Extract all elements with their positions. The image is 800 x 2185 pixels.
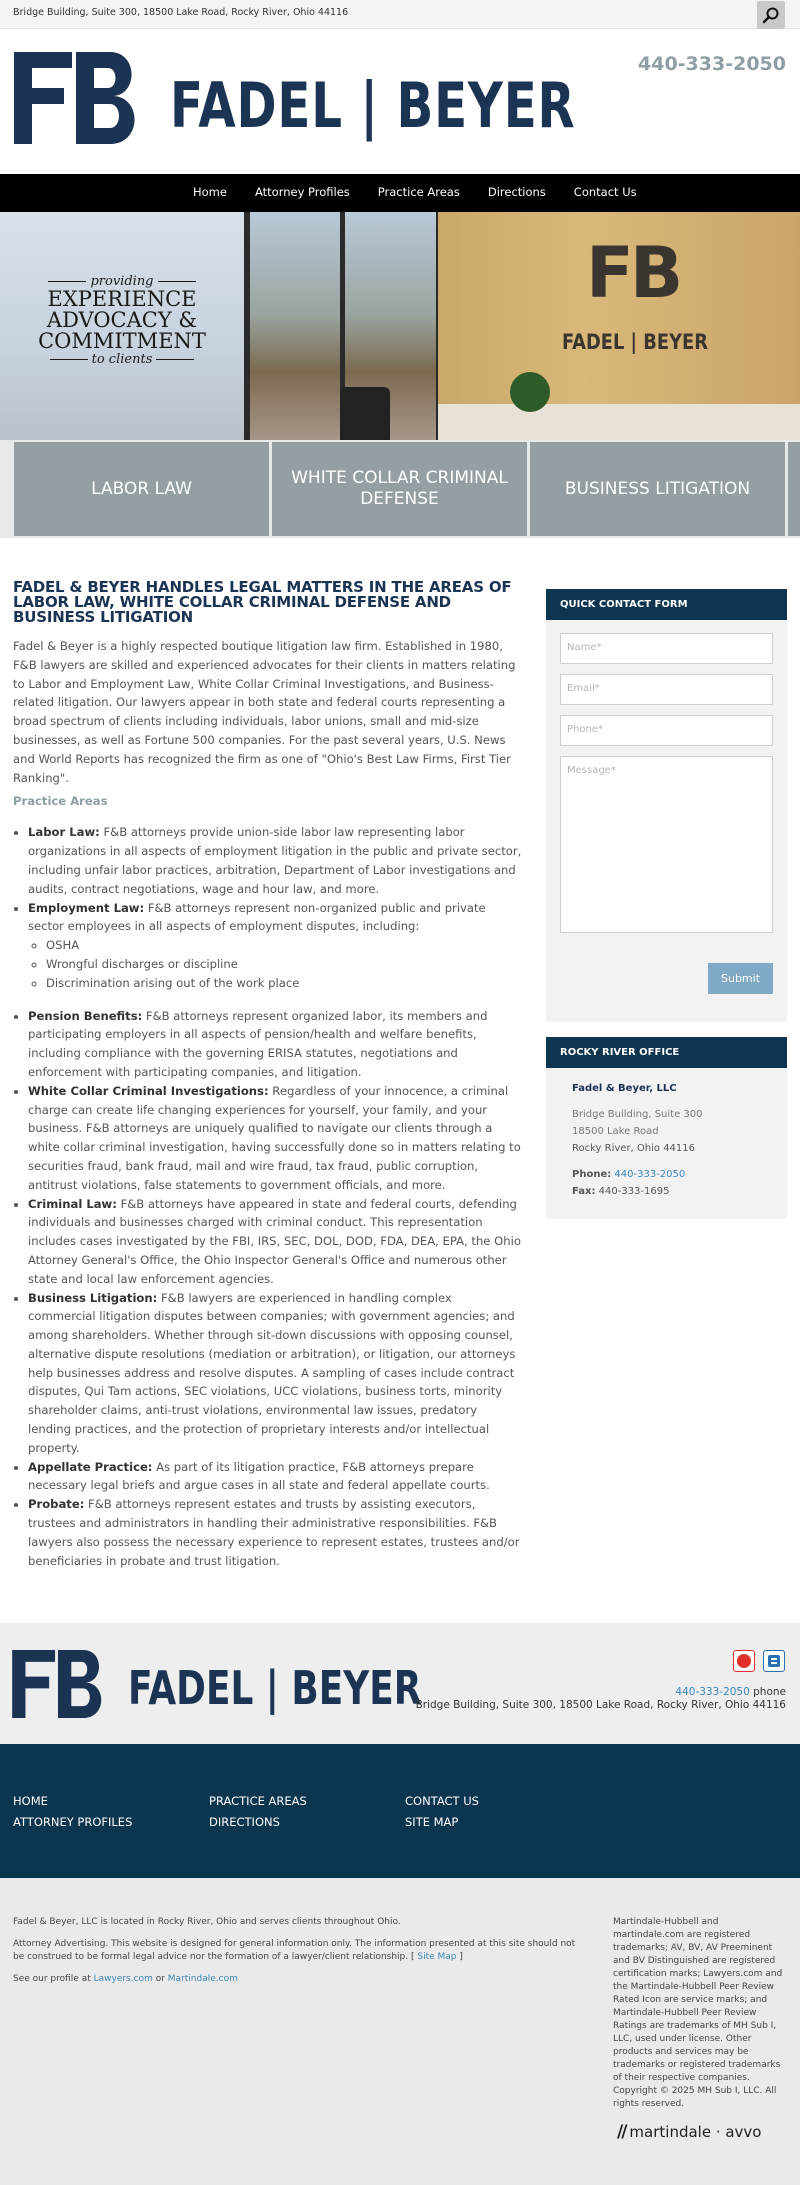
quick-contact-form [546, 589, 787, 1022]
blog-icon [764, 1651, 784, 1671]
practice-tiles [0, 440, 800, 538]
nav-practice-areas[interactable]: Practice Areas [377, 185, 460, 199]
nav-home[interactable]: Home [193, 185, 227, 199]
submit-button[interactable]: Submit [708, 963, 773, 994]
tagline-line: EXPERIENCE [47, 287, 197, 311]
list-item: • Pension Benefits: F&B attorneys represent organized labor, its members and participating employers in all aspects of pension/health and welfare benefits, including compliance with the governing ERISA statutes, negotiations and enforcement with participating companies, and litigation. [28, 1007, 523, 1082]
list-item: • Probate: F&B attorneys represent estates and trusts by assisting executors, trustees and administrators in handling their administrative responsibilities. F&B lawyers also possess the necessary experience to represent estates, trustees and/or beneficiaries in probate and trust litigation. [28, 1495, 523, 1570]
practice-areas-heading: Practice Areas [13, 794, 108, 809]
name-input[interactable]: Name* [560, 633, 773, 664]
footer-link-attorney-profiles[interactable]: ATTORNEY PROFILES [13, 1815, 133, 1829]
main-nav [0, 174, 800, 212]
top-address: Bridge Building, Suite 300, 18500 Lake Road, Rocky River, Ohio 44116 [13, 7, 349, 18]
yelp-icon [734, 1651, 754, 1671]
list-item: ◦ Discrimination arising out of the work place [46, 974, 523, 993]
tile-labor-law[interactable]: LABOR LAW [14, 442, 269, 536]
footer-address: Bridge Building, Suite 300, 18500 Lake Road, Rocky River, Ohio 44116 [415, 1699, 786, 1711]
list-item: • Business Litigation: F&B lawyers are experienced in handling complex commercial litigation disputes between companies; with government agencies; and among shareholders. Whether through sit-down discussions with opposing counsel, alternative dispute resolutions (mediation or arbitration), or litigation, our attorneys help businesses address and resolve disputes. A sampling of cases include contract disputes, Qui Tam actions, SEC violations, UCC violations, business torts, minority shareholder claims, anti-trust violations, environmental law issues, predatory lending practices, and the protection of proprietary interests and/or intellectual property. [28, 1289, 523, 1458]
social-blog-button[interactable] [763, 1650, 785, 1672]
office-firm-name: Fadel & Beyer, LLC [572, 1083, 677, 1094]
disclaimer-text: Attorney Advertising. This website is designed for general information only. The information presented at this site should not be construed to be formal legal advice nor the formation of a lawyer/client relationship. [ Site Map ] [13, 1939, 576, 1962]
email-input[interactable]: Email* [560, 674, 773, 705]
office-phone-link[interactable]: 440-333-2050 [614, 1169, 686, 1180]
hero-tagline [22, 274, 222, 367]
list-item: • Criminal Law: F&B attorneys have appeared in state and federal courts, defending individuals and businesses charged with criminal conduct. This representation includes cases investigated by the FBI, IRS, SEC, DOL, DOD, FDA, DEA, EPA, the Ohio Attorney General's Office, the Ohio Inspector General's Office and numerous other state and local law enforcement agencies. [28, 1195, 523, 1289]
office-address-line: Rocky River, Ohio 44116 [572, 1143, 696, 1154]
list-item: • White Collar Criminal Investigations: Regardless of your innocence, a criminal charge can create life changing experiences for yourself, your family, and your business. F&B attorneys are uniquely qualified to navigate our clients through a white collar criminal investigation, having successfully done so in matters relating to securities fraud, bank fraud, mail and wire fraud, tax fraud, public corruption, antitrust violations, false statements to government officials, and more. [28, 1082, 523, 1195]
hero-chair [340, 387, 390, 440]
footer-legal [0, 1878, 800, 2185]
hero-desk [438, 404, 800, 440]
tile-overflow [788, 442, 800, 536]
logo-mark[interactable] [14, 52, 138, 148]
wall-logo-mark: FB [586, 232, 680, 314]
site-header [0, 29, 800, 174]
lawyers-com-link[interactable]: Lawyers.com [93, 1974, 153, 1984]
list-item: • Labor Law: F&B attorneys provide union-side labor law representing labor organizations in all aspects of employment litigation in the public and private sector, including unfair labor practices, arbitration, Department of Labor investigations and audits, contract negotiations, wage and hour law, and more. [28, 823, 523, 898]
footer-link-contact-us[interactable]: CONTACT US [405, 1794, 479, 1808]
top-bar [0, 0, 800, 29]
tagline-top: providing [90, 274, 154, 289]
hero-banner [0, 212, 800, 440]
window-frame [244, 212, 250, 440]
office-title: ROCKY RIVER OFFICE [546, 1037, 787, 1068]
office-address-line: Bridge Building, Suite 300 [572, 1109, 703, 1120]
logo-wordmark[interactable]: FADEL | BEYER [170, 69, 576, 142]
site-map-link[interactable]: Site Map [417, 1952, 457, 1962]
martindale-avvo-logo[interactable]: // martindale · avvo [617, 2122, 762, 2142]
profile-text: See our profile at Lawyers.com or Martindale.com [13, 1974, 238, 1984]
office-box [546, 1037, 787, 1219]
search-button[interactable] [757, 1, 785, 29]
message-input[interactable]: Message* [560, 756, 773, 933]
nav-attorney-profiles[interactable]: Attorney Profiles [254, 185, 350, 199]
practice-areas-list [13, 823, 523, 1570]
list-item: • Appellate Practice: As part of its litigation practice, F&B attorneys prepare necessary legal briefs and argue cases in all state and federal appellate courts. [28, 1458, 523, 1496]
footer-link-site-map[interactable]: SITE MAP [405, 1815, 459, 1829]
footer-contact: 440-333-2050 phone Bridge Building, Suite 300, 18500 Lake Road, Rocky River, Ohio 44116 [415, 1686, 786, 1711]
footer-nav [0, 1744, 800, 1878]
tile-white-collar-defense[interactable]: WHITE COLLAR CRIMINAL DEFENSE [272, 442, 527, 536]
martindale-avvo-icon: // [617, 2122, 626, 2142]
phone-input[interactable]: Phone* [560, 715, 773, 746]
list-item: ◦ Wrongful discharges or discipline [46, 955, 523, 974]
footer-link-practice-areas[interactable]: PRACTICE AREAS [209, 1794, 307, 1808]
office-address-line: 18500 Lake Road [572, 1126, 659, 1137]
fb-logo-icon [12, 1650, 104, 1718]
hero-plant [510, 372, 550, 412]
tile-business-litigation[interactable]: BUSINESS LITIGATION [530, 442, 785, 536]
page-heading: FADEL & BEYER HANDLES LEGAL MATTERS IN THE AREAS OF LABOR LAW, WHITE COLLAR CRIMINAL DEFENSE AND BUSINESS LITIGATION [13, 578, 512, 626]
office-phone: Phone: 440-333-2050 [572, 1169, 686, 1180]
footer-logo-mark[interactable] [12, 1650, 104, 1722]
footer-logo-wordmark[interactable]: FADEL | BEYER [128, 1661, 422, 1715]
footer-link-home[interactable]: HOME [13, 1794, 48, 1808]
wall-logo-text: FADEL | BEYER [562, 330, 708, 354]
footer-logo-band [0, 1623, 800, 1744]
nav-directions[interactable]: Directions [487, 185, 546, 199]
contact-form-title: QUICK CONTACT FORM [546, 589, 787, 620]
header-phone[interactable]: 440-333-2050 [638, 53, 786, 75]
trademark-text: Martindale-Hubbell and martindale.com are registered trademarks; AV, BV, AV Preeminent and BV Distinguished are registered certification marks; Lawyers.com and the Martindale-Hubbell Peer Review Rated Icon are service marks; and Martindale-Hubbell Peer Review Ratings are trademarks of MH Sub I, LLC, used under license. Other products and services may be trademarks or registered trademarks of their respective companies. Copyright © 2025 MH Sub I, LLC. All rights reserved. [613, 1917, 783, 2109]
intro-paragraph: Fadel & Beyer is a highly respected boutique litigation law firm. Established in 1980, F&B lawyers are skilled and experienced advocates for their clients in matters relating to Labor and Employment Law, White Collar Criminal Investigations, and Business-related litigation. Our lawyers appear in both state and federal courts representing a broad spectrum of clients including individuals, labor unions, small and mid-size businesses, as well as Fortune 500 companies. For the past several years, U.S. News and World Reports has recognized the firm as one of "Ohio's Best Law Firms, First Tier Ranking". [13, 639, 516, 785]
social-yelp-button[interactable] [733, 1650, 755, 1672]
list-item: • Employment Law: F&B attorneys represent non-organized public and private sector employees in all aspects of employment disputes, including: ◦ OSHA ◦ Wrongful discharges or discipline ◦ Discrimination arising out of the work place [28, 899, 523, 993]
tagline-bottom: to clients [91, 352, 153, 367]
nav-contact-us[interactable]: Contact Us [573, 185, 637, 199]
tagline-line: COMMITMENT [38, 329, 206, 353]
tagline-line: ADVOCACY & [46, 308, 198, 332]
fb-logo-icon [14, 52, 138, 144]
location-text: Fadel & Beyer, LLC is located in Rocky River, Ohio and serves clients throughout Ohio. [13, 1917, 401, 1927]
martindale-com-link[interactable]: Martindale.com [167, 1974, 238, 1984]
office-fax: Fax: 440-333-1695 [572, 1186, 670, 1197]
main-content [13, 580, 523, 1570]
list-item: ◦ OSHA [46, 936, 523, 955]
footer-phone-link[interactable]: 440-333-2050 [675, 1686, 750, 1698]
employment-sub-list [28, 936, 523, 992]
search-icon [762, 6, 780, 24]
footer-link-directions[interactable]: DIRECTIONS [209, 1815, 280, 1829]
